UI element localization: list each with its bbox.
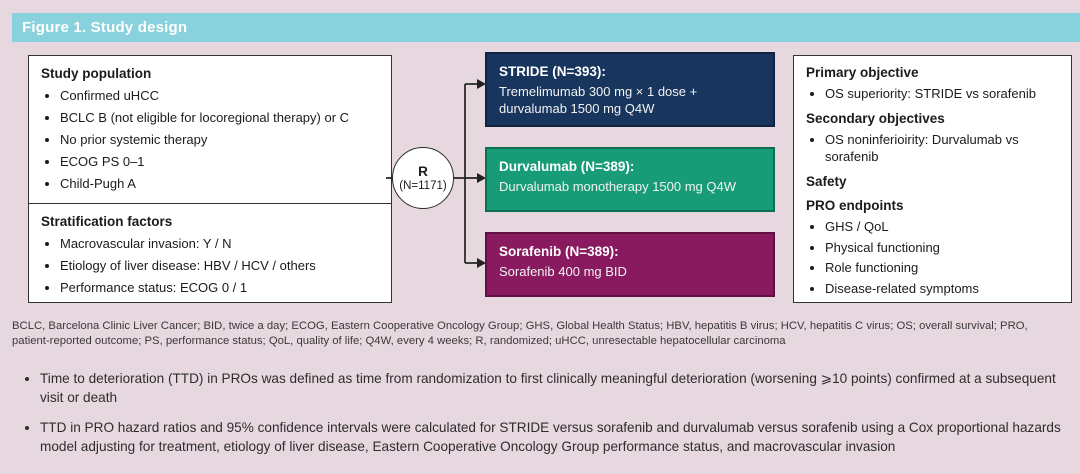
pro-endpoints-heading: PRO endpoints (806, 198, 904, 213)
arm-sorafenib-title: Sorafenib (N=389): (499, 244, 619, 259)
stratification-heading: Stratification factors (41, 214, 173, 229)
list-item: • Performance status: ECOG 0 / 1 (60, 279, 381, 296)
arm-sorafenib-description: Sorafenib 400 mg BID (499, 264, 627, 279)
arm-durvalumab-description: Durvalumab monotherapy 1500 mg Q4W (499, 179, 737, 194)
arm-sorafenib (485, 232, 775, 297)
arm-durvalumab (485, 147, 775, 212)
list-item: • BCLC B (not eligible for locoregional therapy) or C (60, 109, 381, 126)
list-item: • GHS / QoL (825, 218, 1061, 235)
list-item: • Physical functioning (825, 239, 1061, 256)
list-item: • Confirmed uHCC (60, 87, 381, 104)
list-item: • Disease-related symptoms (825, 280, 1061, 297)
randomization-n: (N=1171) (399, 179, 447, 192)
list-item: • Role functioning (825, 259, 1061, 276)
secondary-objectives-heading: Secondary objectives (806, 111, 945, 126)
study-population-heading: Study population (41, 66, 152, 81)
abbreviations-footnote: BCLC, Barcelona Clinic Liver Cancer; BID, twice a day; ECOG, Eastern Cooperative Oncology Group; GHS, Global Health Status; HBV, hepatitis B virus; HCV, hepatitis C virus; OS; overall survival; PRO, patient-reported outcome; PS, performance status; QoL, quality of life; Q4W, every 4 weeks; R, randomized; uHCC, unresectable hepatocellular carcinoma (12, 320, 1028, 347)
arm-stride (485, 52, 775, 127)
list-item: • Etiology of liver disease: HBV / HCV / others (60, 257, 381, 274)
arm-stride-title: STRIDE (N=393): (499, 64, 606, 79)
safety-heading: Safety (806, 174, 847, 189)
randomization-node (392, 147, 454, 209)
figure-title: Figure 1. Study design (22, 19, 188, 36)
randomization-label: R (418, 163, 428, 179)
note-item: • Time to deterioration (TTD) in PROs was defined as time from randomization to first clinically meaningful deterioration (worsening ⩾10 points) confirmed at a subsequent visit or death (40, 369, 1064, 407)
arm-durvalumab-title: Durvalumab (N=389): (499, 159, 635, 174)
list-item: • OS superiority: STRIDE vs sorafenib (825, 85, 1061, 102)
primary-objective-heading: Primary objective (806, 65, 919, 80)
list-item: • OS noninferioirity: Durvalumab vs sorafenib (825, 131, 1061, 165)
list-item: • Child-Pugh A (60, 175, 381, 192)
list-item: • ECOG PS 0–1 (60, 153, 381, 170)
list-item: • No prior systemic therapy (60, 131, 381, 148)
note-item: • TTD in PRO hazard ratios and 95% confidence intervals were calculated for STRIDE versus sorafenib and durvalumab versus sorafenib using a Cox proportional hazards model adjusting for treatment, etiology of liver disease, Eastern Cooperative Oncology Group performance status, and macrovascular invasion (40, 418, 1064, 456)
arm-stride-description: Tremelimumab 300 mg × 1 dose + durvalumab 1500 mg Q4W (499, 84, 698, 116)
list-item: • Macrovascular invasion: Y / N (60, 235, 381, 252)
